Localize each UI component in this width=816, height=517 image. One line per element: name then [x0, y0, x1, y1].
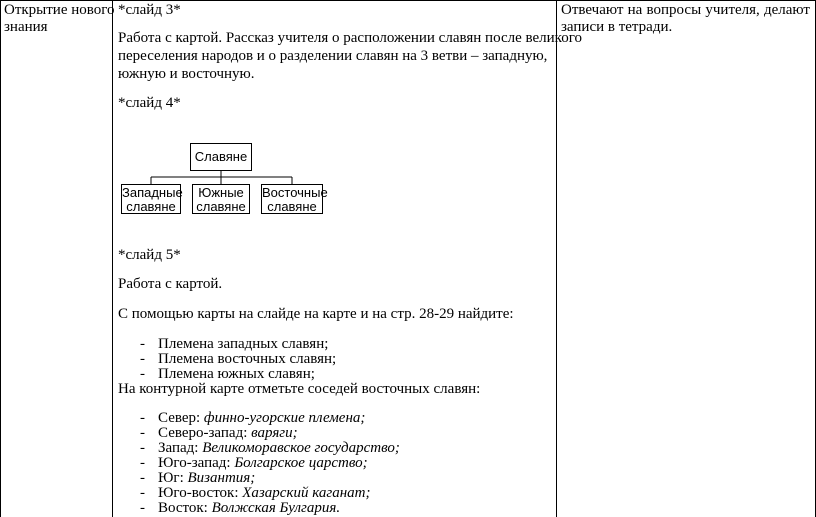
neighbor-direction: Северо-запад:: [158, 425, 248, 441]
diagram-south-box: [192, 184, 250, 214]
diagram-south-line1: Южные: [198, 185, 244, 200]
diagram-south-line2: славяне: [196, 199, 246, 214]
paragraph-1-line3: южную и восточную.: [118, 66, 255, 82]
list-bullet: -: [140, 485, 145, 501]
neighbor-value: Болгарское царство;: [234, 455, 368, 471]
list-bullet: -: [140, 455, 145, 471]
list-bullet: -: [140, 425, 145, 441]
neighbor-value: Волжская Булгария.: [211, 500, 341, 516]
neighbor-direction: Юго-восток:: [158, 485, 239, 501]
list-bullet: -: [140, 440, 145, 456]
neighbor-item: [158, 500, 340, 517]
diagram-root-label: Славяне: [194, 149, 248, 164]
diagram-east-box: [261, 184, 328, 214]
neighbor-value: Хазарский каганат;: [242, 485, 371, 501]
paragraph-3: С помощью карты на слайде на карте и на стр. 28-29 найдите:: [118, 306, 514, 322]
diagram-west-line2: славяне: [126, 199, 176, 214]
student-activity-text: Отвечают на вопросы учителя, делают записи в тетради.: [561, 2, 810, 35]
list-bullet: -: [140, 351, 145, 367]
paragraph-1-line1: Работа с картой. Рассказ учителя о расположении славян после великого: [118, 30, 582, 46]
neighbor-direction: Север:: [158, 410, 201, 426]
neighbor-value: Великоморавское государство;: [202, 440, 400, 456]
stage-title-line1: Открытие нового: [4, 2, 115, 18]
list-item: Племена восточных славян;: [158, 351, 337, 367]
stage-title-line2: знания: [4, 19, 48, 35]
slide-4-label: *слайд 4*: [118, 95, 181, 111]
neighbor-value: финно-угорские племена;: [203, 410, 366, 426]
diagram-east-line1: Восточные: [262, 185, 328, 200]
paragraph-2: Работа с картой.: [118, 276, 223, 292]
list-bullet: -: [140, 470, 145, 486]
neighbor-direction: Юг:: [158, 470, 184, 486]
diagram-west-line1: Западные: [122, 185, 183, 200]
slide-3-label: *слайд 3*: [118, 2, 181, 18]
slide-5-label: *слайд 5*: [118, 247, 181, 263]
neighbor-direction: Юго-запад:: [158, 455, 231, 471]
list-bullet: -: [140, 500, 145, 516]
neighbor-direction: Запад:: [158, 440, 199, 456]
neighbor-value: варяги;: [251, 425, 298, 441]
diagram-east-line2: славяне: [267, 199, 317, 214]
neighbor-direction: Восток:: [158, 500, 208, 516]
paragraph-1-line2: переселения народов и о разделении славян на 3 ветви – западную,: [118, 48, 548, 64]
list-bullet: -: [140, 336, 145, 352]
list-bullet: -: [140, 410, 145, 426]
diagram-west-box: [121, 184, 181, 214]
list-item: Племена южных славян;: [158, 366, 315, 382]
neighbor-value: Византия;: [187, 470, 256, 486]
list-bullet: -: [140, 366, 145, 382]
list-item: Племена западных славян;: [158, 336, 329, 352]
paragraph-4: На контурной карте отметьте соседей восточных славян:: [118, 381, 481, 397]
